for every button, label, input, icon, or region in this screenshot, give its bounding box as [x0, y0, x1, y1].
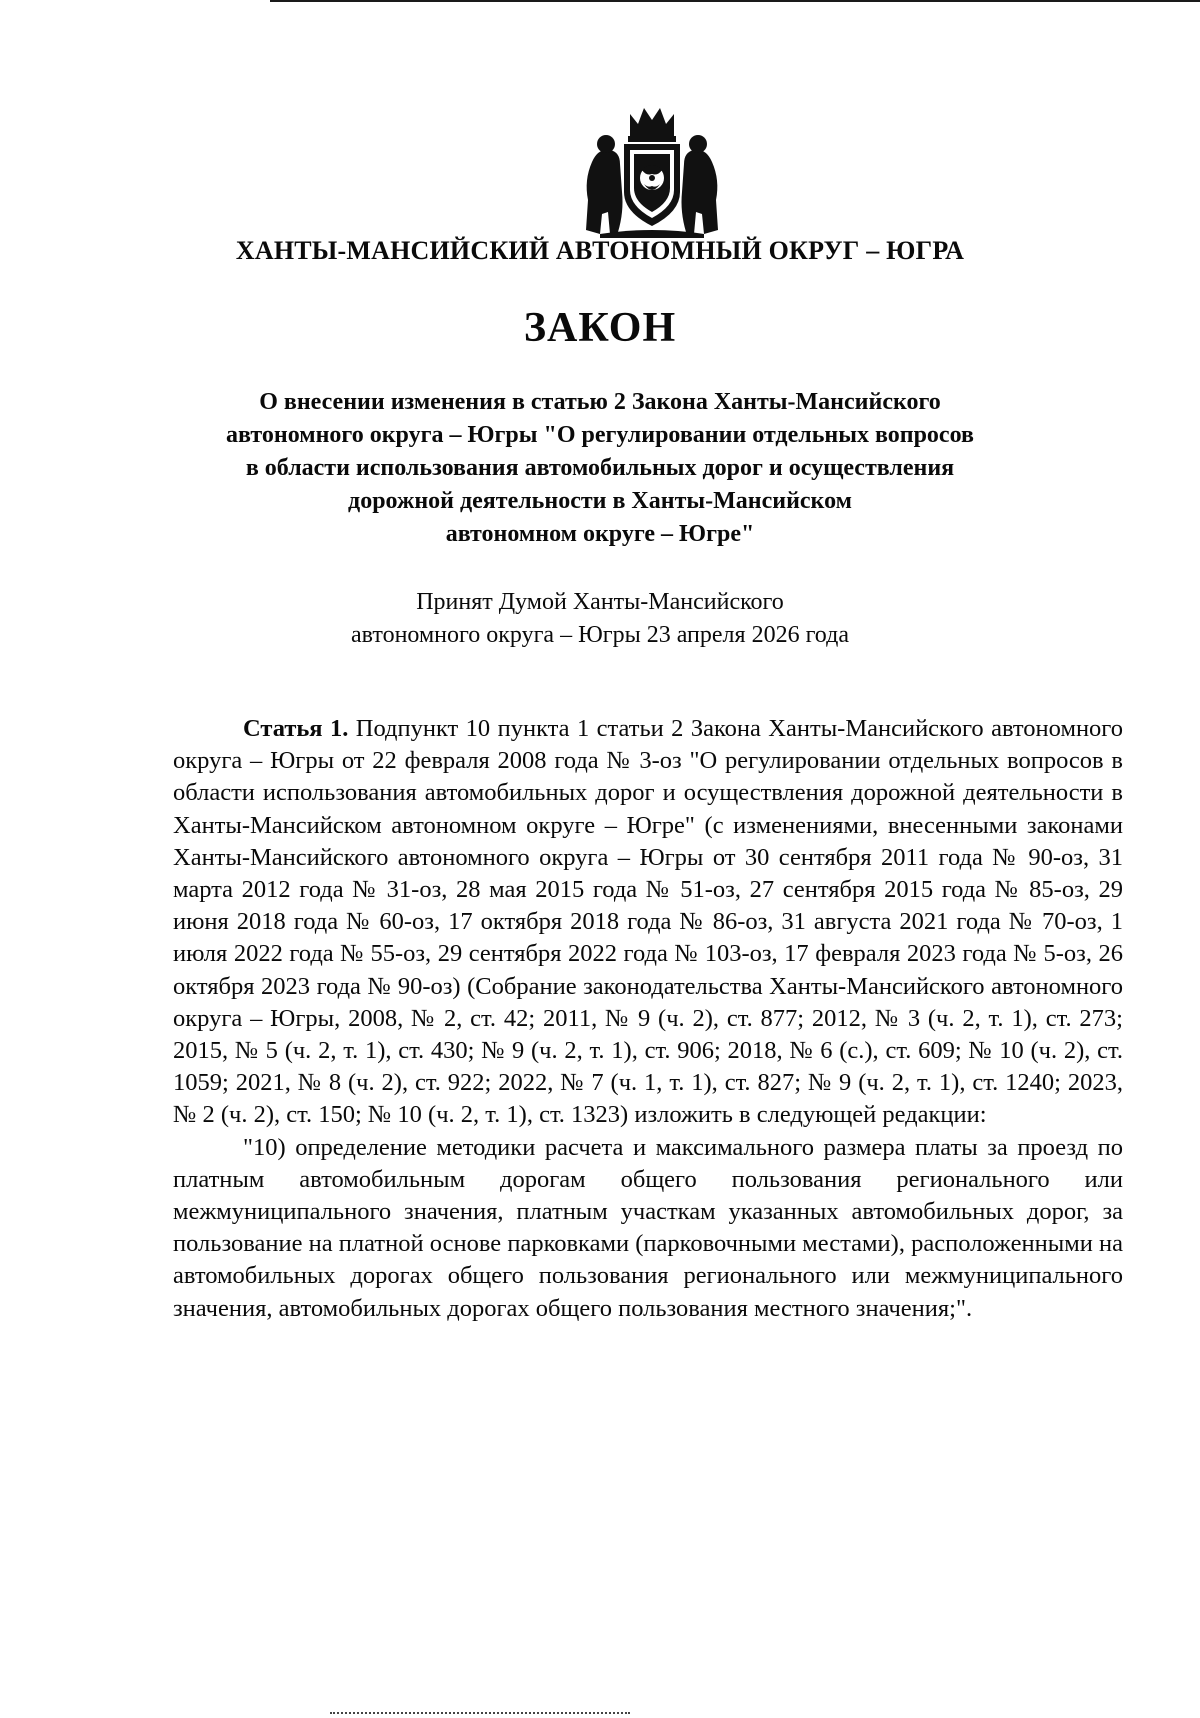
adoption-line: Принят Думой Ханты-Мансийского: [416, 589, 784, 615]
document-type-heading: ЗАКОН: [523, 305, 677, 351]
amendment-quote: "10) определение методики расчета и максимального размера платы за проезд по платным автомобильным дорогам общего пользования регионального или межмуниципального значения, платным участкам указанных автомобильных дорог, за пользование на платной основе парковками (парковочными местами), расположенными на автомобильных дорогах общего пользования регионального или межмуниципального значения, автомобильных дорогах общего пользования местного значения;".: [173, 1133, 1123, 1322]
coat-of-arms-icon: [580, 100, 724, 240]
law-title-line: дорожной деятельности в Ханты-Мансийском: [348, 488, 852, 514]
adoption-line: автономного округа – Югры 23 апреля 2026 года: [351, 622, 849, 648]
scan-edge-marks: [330, 1712, 630, 1716]
article-text: Подпункт 10 пункта 1 статьи 2 Закона Ханты-Мансийского автономного округа – Югры от 22 февраля 2008 года № 3-оз "О регулировании отдельных вопросов в области использования автомобильных дорог и осуществления дорожной деятельности в Ханты-Мансийском автономном округе – Югре" (с изменениями, внесенными законами Ханты-Мансийского автономного округа – Югры от 30 сентября 2011 года № 90-оз, 31 марта 2012 года № 31-оз, 28 мая 2015 года № 51-оз, 27 сентября 2015 года № 85-оз, 29 июня 2018 года № 60-оз, 17 октября 2018 года № 86-оз, 31 августа 2021 года № 70-оз, 1 июля 2022 года № 55-оз, 29 сентября 2022 года № 103-оз, 17 февраля 2023 года № 5-оз, 26 октября 2023 года № 90-оз) (Собрание законодательства Ханты-Мансийского автономного округа – Югры, 2008, № 2, ст. 42; 2011, № 9 (ч. 2), ст. 877; 2012, № 3 (ч. 2, т. 1), ст. 273; 2015, № 5 (ч. 2, т. 1), ст. 430; № 9 (ч. 2, т. 1), ст. 906; 2018, № 6 (с.), ст. 609; № 10 (ч. 2), ст. 1059; 2021, № 8 (ч. 2), ст. 922; 2022, № 7 (ч. 1, т. 1), ст. 827; № 9 (ч. 2, т. 1), ст. 1240; 2023, № 2 (ч. 2), ст. 150; № 10 (ч. 2, т. 1), ст. 1323) изложить в следующей редакции:: [173, 715, 1123, 1129]
coat-of-arms-emblem: [580, 100, 724, 240]
scan-edge-line: [270, 0, 1200, 2]
region-name-heading: ХАНТЫ-МАНСИЙСКИЙ АВТОНОМНЫЙ ОКРУГ – ЮГРА: [235, 236, 965, 265]
article-label: Статья 1.: [243, 715, 349, 742]
law-title-line: автономного округа – Югры "О регулировании отдельных вопросов: [226, 422, 974, 448]
law-title-line: в области использования автомобильных дорог и осуществления: [245, 455, 955, 481]
adoption-note: [150, 586, 1050, 652]
law-title-line: О внесении изменения в статью 2 Закона Ханты-Мансийского: [259, 389, 941, 415]
article-body: [173, 713, 1123, 1325]
law-title-line: автономном округе – Югре": [445, 521, 755, 547]
article-paragraph: [173, 713, 1123, 1132]
law-title: [150, 386, 1050, 551]
